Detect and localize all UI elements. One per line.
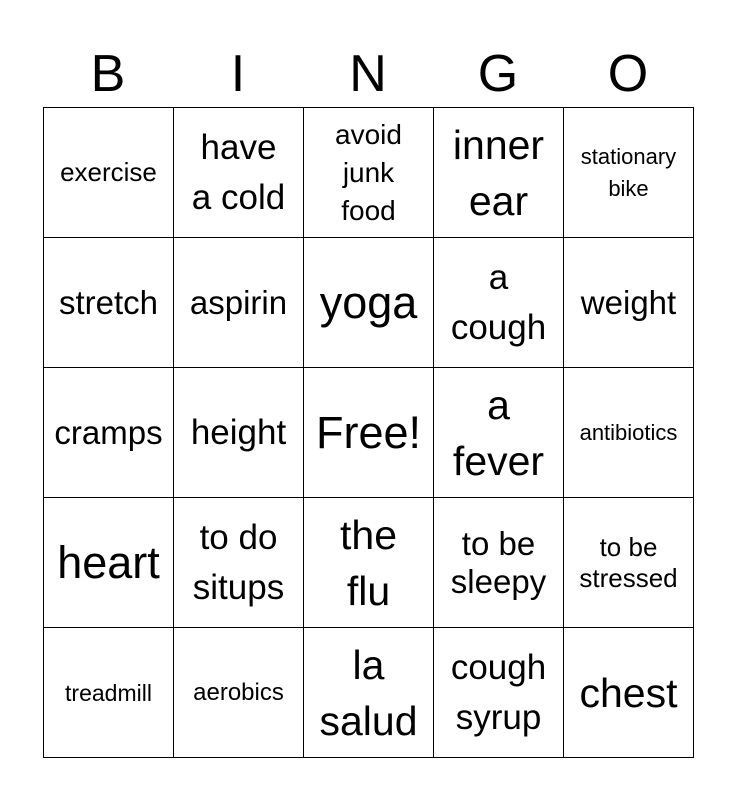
bingo-cell[interactable] xyxy=(174,498,304,628)
bingo-header xyxy=(43,40,693,108)
cell-text: have a cold xyxy=(191,127,286,217)
cell-text: to be stressed xyxy=(579,531,678,593)
bingo-cell[interactable] xyxy=(434,368,564,498)
header-letter-n: N xyxy=(349,45,387,103)
bingo-cell[interactable] xyxy=(564,628,694,758)
bingo-cell-free[interactable] xyxy=(304,368,434,498)
bingo-cell[interactable] xyxy=(304,628,434,758)
cell-text: cough syrup xyxy=(450,647,547,737)
bingo-cell[interactable] xyxy=(434,498,564,628)
cell-text: avoid junk food xyxy=(335,118,402,226)
bingo-cell[interactable] xyxy=(304,108,434,238)
free-space-label: Free! xyxy=(315,406,422,458)
bingo-cell[interactable] xyxy=(44,368,174,498)
cell-text: to be sleepy xyxy=(450,524,547,600)
bingo-cell[interactable] xyxy=(174,368,304,498)
cell-text: inner ear xyxy=(452,121,545,224)
bingo-cell[interactable] xyxy=(174,108,304,238)
cell-text: a fever xyxy=(452,381,545,484)
bingo-cell[interactable] xyxy=(44,108,174,238)
bingo-cell[interactable] xyxy=(304,498,434,628)
bingo-cell[interactable] xyxy=(174,628,304,758)
bingo-cell[interactable] xyxy=(44,238,174,368)
cell-text: the flu xyxy=(340,511,397,614)
bingo-cell[interactable] xyxy=(44,498,174,628)
cell-text: heart xyxy=(57,536,160,588)
bingo-cell[interactable] xyxy=(564,368,694,498)
bingo-card-grid xyxy=(43,107,694,758)
cell-text: height xyxy=(190,412,287,452)
cell-text: la salud xyxy=(319,641,418,744)
header-letter-g: G xyxy=(477,45,519,103)
cell-text: antibiotics xyxy=(579,419,678,445)
bingo-cell[interactable] xyxy=(44,628,174,758)
cell-text: treadmill xyxy=(65,679,152,706)
bingo-cell[interactable] xyxy=(434,108,564,238)
cell-text: a cough xyxy=(450,257,547,347)
bingo-cell[interactable] xyxy=(304,238,434,368)
bingo-cell[interactable] xyxy=(564,238,694,368)
cell-text: stretch xyxy=(58,283,159,321)
bingo-cell[interactable] xyxy=(434,238,564,368)
cell-text: yoga xyxy=(319,276,418,328)
header-letter-b: B xyxy=(90,45,126,103)
cell-text: aerobics xyxy=(193,679,284,706)
cell-text: stationary bike xyxy=(580,143,677,201)
cell-text: exercise xyxy=(60,157,157,187)
cell-text: weight xyxy=(580,283,677,321)
bingo-cell[interactable] xyxy=(434,628,564,758)
bingo-cell[interactable] xyxy=(564,108,694,238)
cell-text: cramps xyxy=(54,413,163,451)
bingo-cell[interactable] xyxy=(564,498,694,628)
cell-text: chest xyxy=(579,669,678,716)
cell-text: to do situps xyxy=(192,517,285,607)
header-letter-i: I xyxy=(230,45,246,103)
cell-text: aspirin xyxy=(189,283,288,321)
bingo-cell[interactable] xyxy=(174,238,304,368)
header-letter-o: O xyxy=(607,45,649,103)
